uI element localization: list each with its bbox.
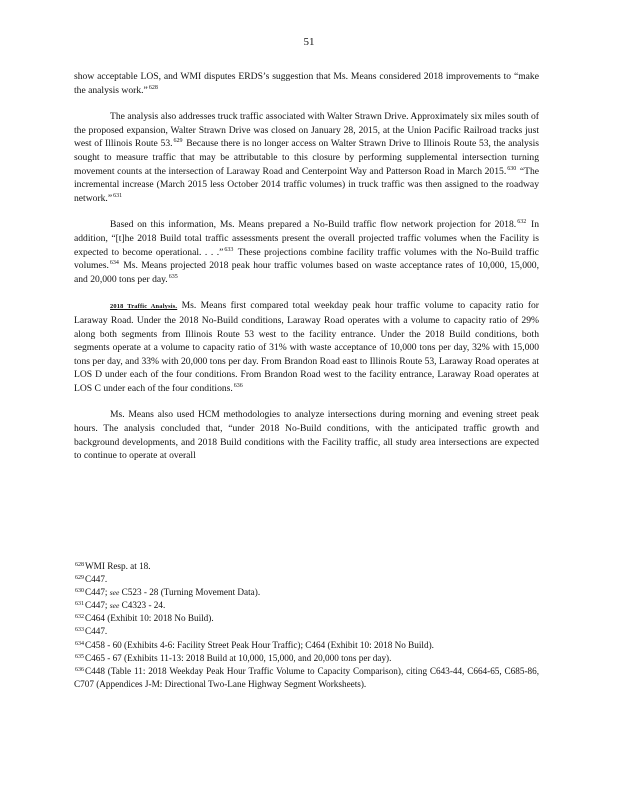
footnote-ref: 633: [224, 246, 234, 253]
paragraph: [74, 110, 539, 205]
footnote: [74, 612, 539, 625]
section-heading: 2018 Traffic Analysis.: [110, 303, 178, 311]
text-run: Ms. Means first compared total weekday peak hour traffic volume to capacity ratio for Laraway Road. Under the 2018 No-Build conditions, Laraway Road operates with a volume to capacity ratio of 29% along both segments from Illinois Route 53 west to the facility entrance. Under the 2018 Build conditions, both segments operate at a volume to capacity ratio of 31% with waste acceptance of 10,000 tons per day, 32% with 15,000 tons per day, and 33% with 20,000 tons per day. From Brandon Road east to Illinois Route 53, Laraway Road operates at LOS D under each of the four conditions. From Brandon Road west to the facility entrance, Laraway Road operates at LOS C under each of the four conditions.: [74, 300, 540, 394]
text-run: C447.: [85, 574, 108, 585]
footnote: [74, 625, 539, 638]
text-run: Because there is no longer access on Walter Strawn Drive to Illinois Route 53, the analysis sought to measure traffic that may be attributable to this closure by performing supplemental intersection turning movement counts at the intersection of Laraway Road and Centerpoint Way and Patterson Road in March 2015.: [74, 138, 539, 177]
footnote-number: 630: [75, 588, 84, 595]
footnote-ref: 632: [517, 219, 527, 226]
footnote-number: 631: [75, 601, 84, 608]
footnote-number: 634: [75, 640, 84, 647]
document-body: [74, 70, 539, 476]
paragraph: [74, 299, 539, 395]
text-run: C458 - 60 (Exhibits 4-6: Facility Street Peak Hour Traffic); C464 (Exhibit 10: 2018 No Build).: [85, 639, 434, 650]
footnotes: [74, 560, 539, 691]
citation-signal: see: [109, 588, 120, 598]
footnote: [74, 652, 539, 665]
text-run: show acceptable LOS, and WMI disputes ERDS’s suggestion that Ms. Means considered 2018 improvements to “make the analysis work.”: [74, 71, 539, 96]
footnote-number: 636: [75, 666, 84, 673]
text-run: “The incremental increase (March 2015 less October 2014 traffic volumes) in truck traffic was then assigned to the roadway network.”: [74, 165, 540, 204]
text-run: These projections combine facility traffic volumes with the No-Build traffic volumes.: [74, 246, 539, 272]
footnote: [74, 639, 539, 652]
footnote-number: 635: [75, 653, 84, 660]
paragraph: [74, 218, 539, 286]
text-run: C447;: [85, 600, 110, 611]
footnote-ref: 630: [507, 165, 517, 172]
footnote-ref: 636: [233, 382, 243, 389]
footnote: [74, 665, 539, 691]
text-run: C447;: [85, 587, 110, 598]
text-run: The analysis also addresses truck traffic associated with Walter Strawn Drive. Approximately six miles south of the proposed expansion, Walter Strawn Drive was closed on January 28, 2015, at the Union Pacific Railroad tracks just west of Illinois Route 53.: [74, 111, 539, 150]
footnote-ref: 628: [148, 84, 158, 91]
text-run: C447.: [85, 626, 108, 637]
page-number: 51: [303, 36, 315, 48]
citation-signal: see: [109, 601, 120, 611]
paragraph: [74, 408, 539, 462]
text-run: C523 - 28 (Turning Movement Data).: [119, 587, 261, 598]
footnote: [74, 573, 539, 586]
text-run: Ms. Means also used HCM methodologies to analyze intersections during morning and evening street peak hours. The analysis concluded that, “under 2018 No-Build conditions, with the anticipated traffic growth and background developments, and 2018 Build conditions with the Facility traffic, all study area intersections are expected to continue to operate at overall: [74, 409, 539, 462]
footnote-ref: 635: [168, 273, 178, 280]
footnote-number: 629: [75, 575, 84, 582]
text-run: WMI Resp. at 18.: [85, 561, 151, 571]
text-run: C465 - 67 (Exhibits 11-13: 2018 Build at 10,000, 15,000, and 20,000 tons per day).: [85, 652, 392, 663]
footnote-ref: 634: [109, 260, 119, 267]
footnote-number: 628: [75, 562, 84, 568]
footnote-number: 633: [75, 627, 84, 634]
paragraph: [74, 70, 539, 97]
footnote: [74, 560, 539, 573]
footnote: [74, 586, 539, 599]
text-run: C464 (Exhibit 10: 2018 No Build).: [85, 613, 214, 624]
footnote: [74, 599, 539, 612]
text-run: Based on this information, Ms. Means prepared a No-Build traffic flow network projection for 2018.: [110, 219, 517, 231]
text-run: In addition, “[t]he 2018 Build total traffic assessments present the overall projected traffic volumes when the Facility is expected to become operational. . . .”: [74, 219, 539, 258]
text-run: C448 (Table 11: 2018 Weekday Peak Hour Traffic Volume to Capacity Comparison), citing C643-44, C664-65, C685-86, C707 (Appendices J-M: Directional Two-Lane Highway Segment Worksheets).: [74, 665, 539, 689]
footnote-ref: 629: [173, 138, 183, 145]
footnote-number: 632: [75, 614, 84, 621]
text-run: Ms. Means projected 2018 peak hour traffic volumes based on waste acceptance rates of 10,000, 15,000, and 20,000 tons per day.: [74, 260, 539, 285]
footnote-ref: 631: [113, 192, 123, 199]
text-run: C4323 - 24.: [119, 600, 166, 611]
